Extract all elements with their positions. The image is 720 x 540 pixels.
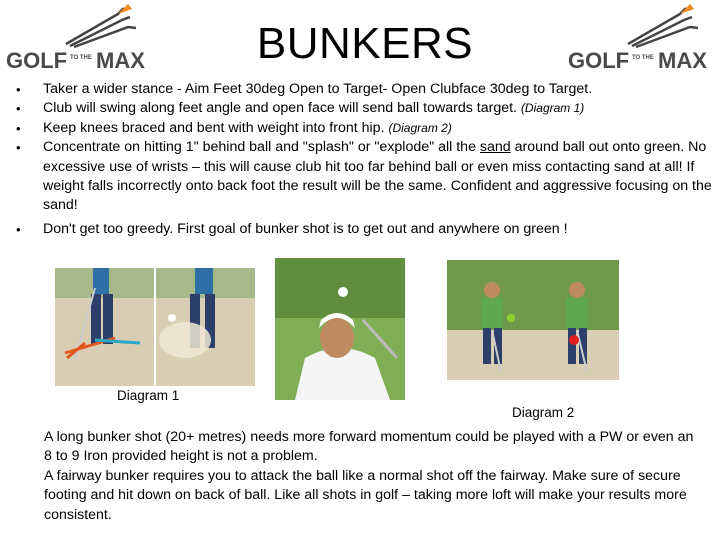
underlined-word: sand bbox=[479, 139, 511, 156]
bullet-item bbox=[14, 99, 714, 118]
logo-tail-text: MAX bbox=[658, 48, 707, 73]
diagram-1-photo bbox=[55, 268, 255, 386]
bullet-text: Keep knees braced and bent with weight into front hip. bbox=[43, 119, 389, 136]
bullet-list bbox=[14, 80, 714, 239]
diagram-reference: (Diagram 1) bbox=[520, 101, 585, 116]
golf-to-the-max-logo-graphic bbox=[562, 0, 720, 78]
logo-small-text: TO THE bbox=[70, 55, 92, 61]
bullet-text: Don't get too greedy. First goal of bunker shot is to get out and anywhere on green ! bbox=[43, 220, 568, 237]
bullet-text: Concentrate on hitting 1" behind ball and "splash" or "explode" all the bbox=[43, 139, 480, 156]
logo-brand-text: GOLF bbox=[568, 48, 630, 73]
golf-to-the-max-logo-graphic bbox=[0, 0, 160, 78]
bottom-notes bbox=[44, 428, 694, 525]
bullet-item bbox=[14, 80, 714, 99]
logo-small-text: TO THE bbox=[632, 55, 654, 61]
diagram-reference: (Diagram 2) bbox=[388, 120, 452, 135]
bunker-explosion-photo bbox=[275, 258, 405, 400]
logo-tail-text: MAX bbox=[96, 48, 145, 73]
page-title: BUNKERS bbox=[256, 19, 474, 68]
bullet-text: Club will swing along feet angle and open face will send ball towards target. bbox=[43, 100, 521, 117]
diagram-2-photo bbox=[447, 260, 619, 380]
long-bunker-paragraph: A long bunker shot (20+ metres) needs more forward momentum could be played with a PW or even an 8 to 9 Iron provided height is not a problem. bbox=[44, 429, 694, 465]
golf-to-the-max-logo-right bbox=[562, 0, 720, 78]
fairway-bunker-paragraph: A fairway bunker requires you to attack the ball like a normal shot off the fairway. Make sure of secure footing and hit down on back of ball. Like all shots in golf – taking more loft will make your results more consistent. bbox=[44, 467, 687, 523]
logo-brand-text: GOLF bbox=[6, 48, 68, 73]
bullet-item bbox=[14, 138, 714, 216]
bullet-item bbox=[14, 220, 714, 239]
bullet-item bbox=[14, 119, 714, 138]
diagram-1-caption: Diagram 1 bbox=[117, 388, 180, 403]
bullet-text-continued: around ball out onto green. No excessive use of wrists – this will cause club hit too far behind ball or even miss contacting sand at all! If weight falls incorrectly onto back foot the result will be the same. Confident and aggressive focusing on the sand! bbox=[43, 139, 712, 214]
bullet-text: Taker a wider stance - Aim Feet 30deg Open to Target- Open Clubface 30deg to Target. bbox=[43, 81, 593, 97]
golf-to-the-max-logo-left bbox=[0, 0, 160, 78]
diagram-2-caption: Diagram 2 bbox=[512, 405, 575, 420]
